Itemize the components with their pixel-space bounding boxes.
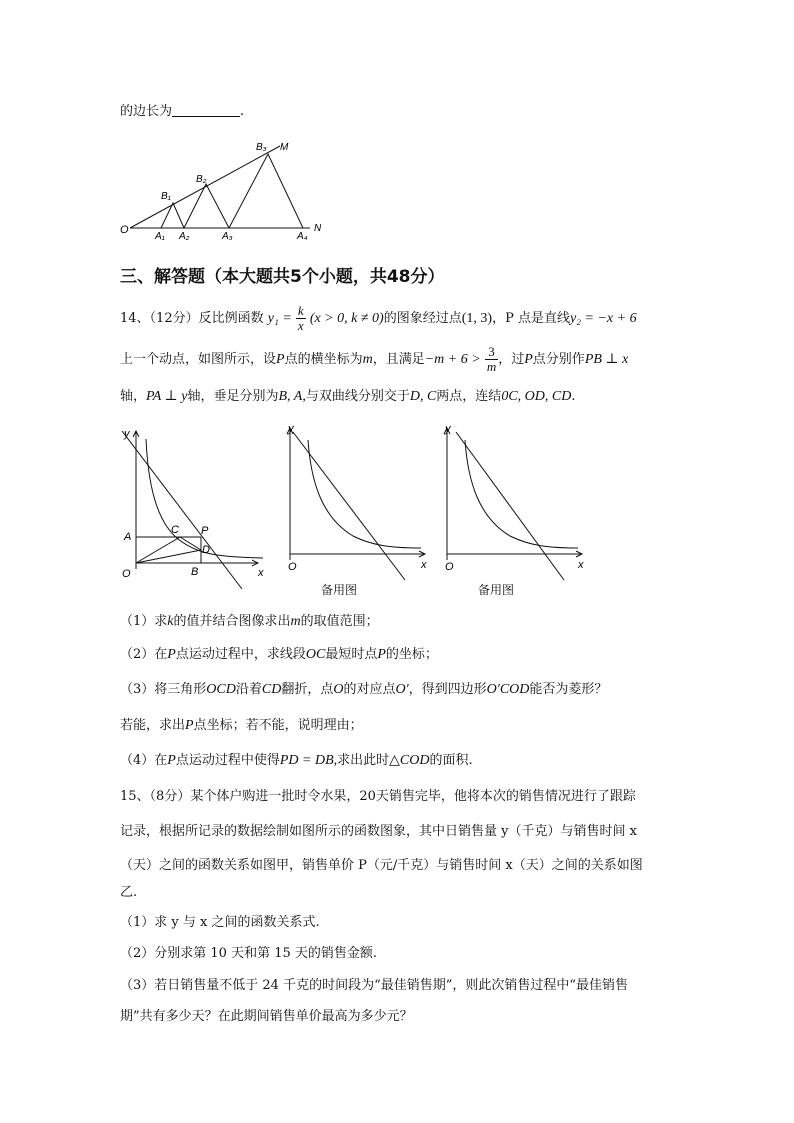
p3f: 能否为菱形？ xyxy=(529,682,608,697)
label-b2: B₂ xyxy=(196,174,207,185)
spare1-hyperbola xyxy=(308,440,421,548)
seg-od xyxy=(136,550,201,563)
p1m: m xyxy=(290,614,301,629)
q15-line-3: （天）之间的函数关系如图甲，销售单价 P（元/千克）与销售时间 x（天）之间的关系如图 xyxy=(120,858,643,873)
q14-point: (1, 3) xyxy=(461,311,493,326)
q14-ba: B, A, xyxy=(278,389,306,404)
label-b1: B₁ xyxy=(161,191,171,202)
q14-prefix: 14、（12分）反比例函数 xyxy=(120,311,264,326)
top-line xyxy=(120,102,244,122)
g-label-b: B xyxy=(191,566,199,578)
p4c: 求出此时 xyxy=(337,753,390,768)
q15-line-1: 15、（8分）某个体户购进一批时令水果，20天销售完毕，他将本次的销售情况进行了跟踪 xyxy=(120,789,636,804)
g-label-y: y xyxy=(124,428,130,440)
p3a: （3）将三角形 xyxy=(120,682,207,697)
frac-den: x xyxy=(297,318,304,333)
q15-part-3a: （3）若日销售量不低于 24 千克的时间段为“最佳销售期”，则此次销售过程中“最佳销售 xyxy=(120,978,629,993)
q14-y1: y₁ = xyxy=(267,311,292,326)
q14-frac-kx xyxy=(296,304,306,333)
p1b: 的值并结合图像求出 xyxy=(173,614,291,629)
p1k: k xyxy=(167,614,174,629)
label-a2: A₂ xyxy=(179,231,190,242)
g-label-c: C xyxy=(171,524,179,536)
spare2-label-o: O xyxy=(445,561,454,573)
q14-l3d: 两点，连结 xyxy=(436,389,502,404)
spare-caption-1: 备用图 xyxy=(321,583,358,597)
label-n: N xyxy=(314,223,322,234)
q14-text-b: ，P 点是直线 xyxy=(492,311,570,326)
p1a: （1）求 xyxy=(120,614,168,629)
q14-l2-p2: P xyxy=(524,352,533,367)
label-b3: B₃ xyxy=(256,142,267,153)
p4a: （4）在 xyxy=(120,753,168,768)
q14-pb: PB ⊥ x xyxy=(584,352,629,367)
q14-dc: D, C xyxy=(409,389,437,404)
q15-line-2: 记录，根据所记录的数据绘制如图所示的函数图象，其中日销售量 y（千克）与销售时间 x xyxy=(120,824,637,839)
q14-l2d: ，过 xyxy=(498,352,525,367)
p2p2: P xyxy=(377,647,386,662)
frac3-num: 3 xyxy=(485,345,498,360)
p3e: ，得到四边形 xyxy=(408,682,487,697)
section-title: 三、解答题（本大题共5个小题，共48分） xyxy=(120,267,445,287)
spare1-label-y: y xyxy=(288,423,294,435)
q14-line-2 xyxy=(120,345,628,374)
q14-l2a: 上一个动点，如图所示，设 xyxy=(120,352,277,367)
q14-segs: 0C, OD, CD xyxy=(501,389,572,404)
q14-line-1 xyxy=(120,304,637,333)
q14-part-1 xyxy=(120,612,379,632)
q15-line-4: 乙. xyxy=(120,885,138,900)
spare2-line xyxy=(456,432,564,580)
q14-l2-m: m xyxy=(362,352,373,367)
g-label-x: x xyxy=(258,567,264,579)
q14-l3a: 轴， xyxy=(120,389,147,404)
p2d: 的坐标； xyxy=(385,647,438,662)
label-m: M xyxy=(280,142,289,153)
frac3-den: m xyxy=(486,359,497,374)
label-a1: A₁ xyxy=(155,231,165,242)
spare2-label-x: x xyxy=(578,559,584,571)
q14-frac-3m xyxy=(485,345,498,374)
label-a3: A₃ xyxy=(222,231,233,242)
p1c: 的取值范围； xyxy=(300,614,379,629)
p3g: 若能，求出 xyxy=(120,718,186,733)
p3quad: O′COD xyxy=(486,682,530,697)
p4tri: △COD xyxy=(389,753,430,768)
top-text: 的边长为 xyxy=(120,104,173,119)
p3o: O xyxy=(333,682,344,697)
p2p: P xyxy=(167,647,176,662)
q14-y2: y₂ = −x + 6 xyxy=(569,311,637,326)
spare-caption-2: 备用图 xyxy=(478,583,515,597)
p3o2: O′ xyxy=(395,682,409,697)
g-label-p: P xyxy=(201,525,209,537)
g-label-o: O xyxy=(122,568,131,580)
q15-part-1: （1）求 y 与 x 之间的函数关系式. xyxy=(120,915,320,930)
p2a: （2）在 xyxy=(120,647,168,662)
top-end: . xyxy=(240,104,245,119)
q14-part-2 xyxy=(120,645,438,665)
g-label-a: A xyxy=(124,531,132,543)
q15-part-3b: 期”共有多少天？在此期间销售单价最高为多少元？ xyxy=(120,1009,413,1024)
spare1-label-x: x xyxy=(421,559,427,571)
p3c: 翻折，点 xyxy=(281,682,334,697)
p3h: 点坐标；若不能，说明理由； xyxy=(193,718,363,733)
p4p: P xyxy=(167,753,176,768)
p2oc: OC xyxy=(305,647,326,662)
q14-line-3 xyxy=(120,387,575,407)
p2c: 最短时点 xyxy=(325,647,378,662)
q14-l3e: . xyxy=(571,389,576,404)
triangle-2 xyxy=(184,184,229,228)
q14-part-4 xyxy=(120,751,473,771)
p3ocd: OCD xyxy=(206,682,236,697)
q14-part-3-cont xyxy=(120,716,363,736)
q14-l2-p: P xyxy=(276,352,285,367)
spare1-line xyxy=(293,432,405,580)
g-label-d: D xyxy=(202,544,210,556)
frac-num: k xyxy=(297,303,304,318)
spare2-hyperbola xyxy=(465,440,578,548)
label-a4: A₄ xyxy=(297,231,308,242)
p3p: P xyxy=(185,718,194,733)
answer-blank[interactable] xyxy=(172,102,240,117)
triangle-3 xyxy=(229,154,303,228)
label-o: O xyxy=(120,224,129,236)
triangle-1 xyxy=(161,203,184,228)
q14-part-3 xyxy=(120,680,607,700)
q14-cond: (x > 0, k ≠ 0) xyxy=(309,311,384,326)
p3cd: CD xyxy=(261,682,282,697)
q14-l3c: 与双曲线分别交于 xyxy=(305,389,410,404)
q14-text-a: 的图象经过点 xyxy=(383,311,462,326)
q14-l3b: 轴，垂足分别为 xyxy=(187,389,279,404)
p4d: 的面积. xyxy=(429,753,473,768)
q14-l2b: 点的横坐标为 xyxy=(284,352,363,367)
q15-part-2: （2）分别求第 10 天和第 15 天的销售金额. xyxy=(120,946,378,961)
p3d: 的对应点 xyxy=(343,682,396,697)
q14-pa: PA ⊥ y xyxy=(146,389,188,404)
spare2-label-y: y xyxy=(445,423,451,435)
p4b: 点运动过程中使得 xyxy=(175,753,280,768)
q14-l2c: ，且满足 xyxy=(372,352,425,367)
spare1-label-o: O xyxy=(288,561,297,573)
q14-l2e: 点分别作 xyxy=(532,352,585,367)
q14-ineq: −m + 6 > xyxy=(424,352,481,367)
p4eq: PD = DB, xyxy=(279,753,338,768)
spare-graph-2 xyxy=(440,420,590,580)
equilateral-triangle-figure xyxy=(118,138,328,242)
p2b: 点运动过程中，求线段 xyxy=(175,647,306,662)
line-y2 xyxy=(122,431,242,589)
main-graph xyxy=(118,423,268,583)
p3b: 沿着 xyxy=(235,682,262,697)
seg-cd xyxy=(180,537,201,550)
spare-graph-1 xyxy=(283,420,433,580)
